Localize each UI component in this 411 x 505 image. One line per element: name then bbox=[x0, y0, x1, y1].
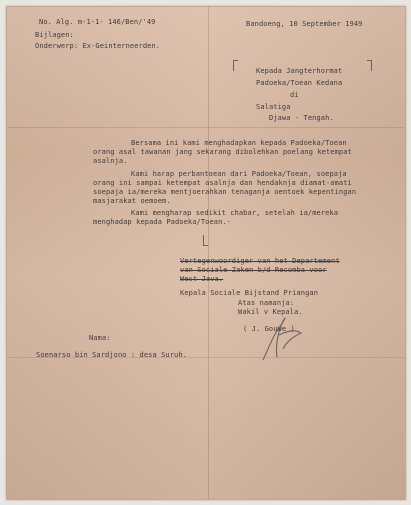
addressee-line: Djawa - Tengah. bbox=[269, 114, 334, 122]
body-line: masjarakat oemoem. bbox=[93, 197, 171, 205]
addressee-line: Salatiga bbox=[256, 103, 291, 111]
body-line: Bersama ini kami menghadapkan kepada Padoeka/Toean bbox=[131, 139, 347, 147]
deputy-title: Wakil v Kepala. bbox=[238, 308, 303, 316]
attachments-label: Bijlagen: bbox=[35, 31, 74, 39]
body-line: Kami harap perbantoean dari Padoeka/Toean, soepaja bbox=[131, 170, 347, 178]
body-line: orang asal tawanan jang sekarang dibolehkan poelang ketempat bbox=[93, 148, 352, 156]
addressee-line: Kepada Jangterhormat bbox=[256, 67, 343, 75]
person-entry: Soenarso bin Sardjono : desa Suruh. bbox=[36, 351, 188, 359]
signatory-name: ( J. Gouwe ) bbox=[243, 325, 295, 333]
body-line: orang ini sampai ketempat asalnja dan hendaknja diamat-amati bbox=[93, 179, 352, 187]
addressee-line: di bbox=[290, 91, 299, 99]
subject-line: Onderwerp: Ex-Geinterneerden. bbox=[35, 42, 161, 50]
name-label: Nama: bbox=[89, 334, 111, 342]
body-line: soepaja ia/mereka mentjoerahkan tenaganja oentoek kepentingan bbox=[93, 188, 357, 196]
body-line: asalnja. bbox=[93, 157, 128, 165]
on-behalf-line: Atas namanja: bbox=[238, 299, 295, 307]
address-bracket-bottom-left bbox=[203, 235, 208, 246]
struck-title-line: Vertegenwoordiger van het Departement bbox=[180, 257, 340, 265]
fold-line-horizontal bbox=[7, 127, 405, 128]
struck-title-line: West Java. bbox=[180, 275, 224, 283]
reference-number: No. Alg. m-1-1- 146/Ben/'49 bbox=[39, 18, 156, 26]
address-bracket-top-left bbox=[233, 60, 238, 71]
addressee-line: Padoeka/Toean Kedana bbox=[256, 79, 343, 87]
place-date: Bandoeng, 10 September 1949 bbox=[246, 20, 363, 28]
address-bracket-top-right bbox=[367, 60, 372, 71]
fold-line-vertical bbox=[208, 7, 209, 499]
letter-sheet bbox=[6, 6, 406, 500]
office-title: Kepala Sociale Bijstand Priangan bbox=[180, 289, 319, 297]
struck-title-line: van Sociale Zaken b/d Recomba voor bbox=[180, 266, 327, 274]
body-line: Kami mengharap sedikit chabar, setelah ia/mereka bbox=[131, 209, 339, 217]
body-line: menghadap kepada Padoeka/Toean.- bbox=[93, 218, 232, 226]
